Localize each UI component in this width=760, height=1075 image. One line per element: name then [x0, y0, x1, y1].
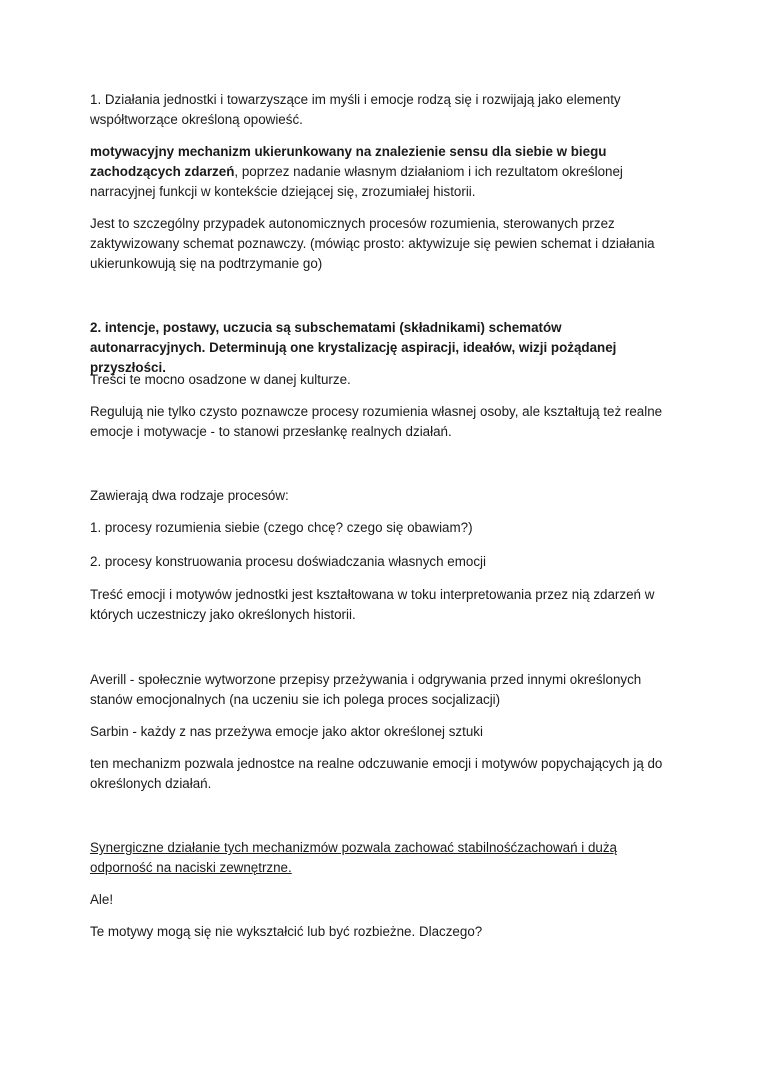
- paragraph-2-rest: , poprzez nadanie własnym działaniom i ich rezultatom określonej narracyjnej funkcji w kontekście dziejącej się, zrozumiałej historii.: [90, 164, 623, 199]
- paragraph-13: ten mechanizm pozwala jednostce na realne odczuwanie emocji i motywów popychających ją do określonych działań.: [90, 756, 663, 791]
- paragraph-10: Treść emocji i motywów jednostki jest kształtowana w toku interpretowania przez nią zdarzeń w których uczestniczy jako określonych historii.: [90, 587, 655, 622]
- paragraph-2-bold: motywacyjny mechanizm ukierunkowany na znalezienie sensu dla siebie w biegu zachodzących zdarzeń: [90, 144, 607, 179]
- list-item-2: 2. procesy konstruowania procesu doświadczania własnych emocji: [90, 554, 486, 569]
- paragraph-16: Te motywy mogą się nie wykształcić lub być rozbieżne. Dlaczego?: [90, 924, 483, 939]
- paragraph-15: Ale!: [90, 892, 114, 907]
- paragraph-12: Sarbin - każdy z nas przeżywa emocje jako aktor określonej sztuki: [90, 724, 483, 739]
- paragraph-1: 1. Działania jednostki i towarzyszące im myśli i emocje rodzą się i rozwijają jako elementy współtworzące określoną opowieść.: [90, 92, 621, 127]
- paragraph-3: Jest to szczególny przypadek autonomicznych procesów rozumienia, sterowanych przez zaktywizowany schemat poznawczy. (mówiąc prosto: aktywizuje się pewien schemat i działania ukierunkowują się na podtrzymanie go): [90, 216, 655, 271]
- paragraph-5: Treści te mocno osadzone w danej kulturze.: [90, 372, 351, 387]
- paragraph-7: Zawierają dwa rodzaje procesów:: [90, 488, 289, 503]
- paragraph-6: Regulują nie tylko czysto poznawcze procesy rozumienia własnej osoby, ale kształtują też realne emocje i motywacje - to stanowi przesłankę realnych działań.: [90, 404, 663, 439]
- paragraph-11: Averill - społecznie wytworzone przepisy przeżywania i odgrywania przed innymi określonych stanów emocjonalnych (na uczeniu sie ich polega proces socjalizacji): [90, 672, 642, 707]
- paragraph-14-underlined: Synergiczne działanie tych mechanizmów pozwala zachować stabilnośćzachowań i dużą odporność na naciski zewnętrzne.: [90, 840, 617, 875]
- paragraph-2: [90, 142, 675, 202]
- list-item-1: 1. procesy rozumienia siebie (czego chcę? czego się obawiam?): [90, 520, 473, 535]
- paragraph-4-bold: 2. intencje, postawy, uczucia są subschematami (składnikami) schematów autonarracyjnych. Determinują one krystalizację aspiracji, ideałów, wizji pożądanej przyszłości.: [90, 320, 617, 375]
